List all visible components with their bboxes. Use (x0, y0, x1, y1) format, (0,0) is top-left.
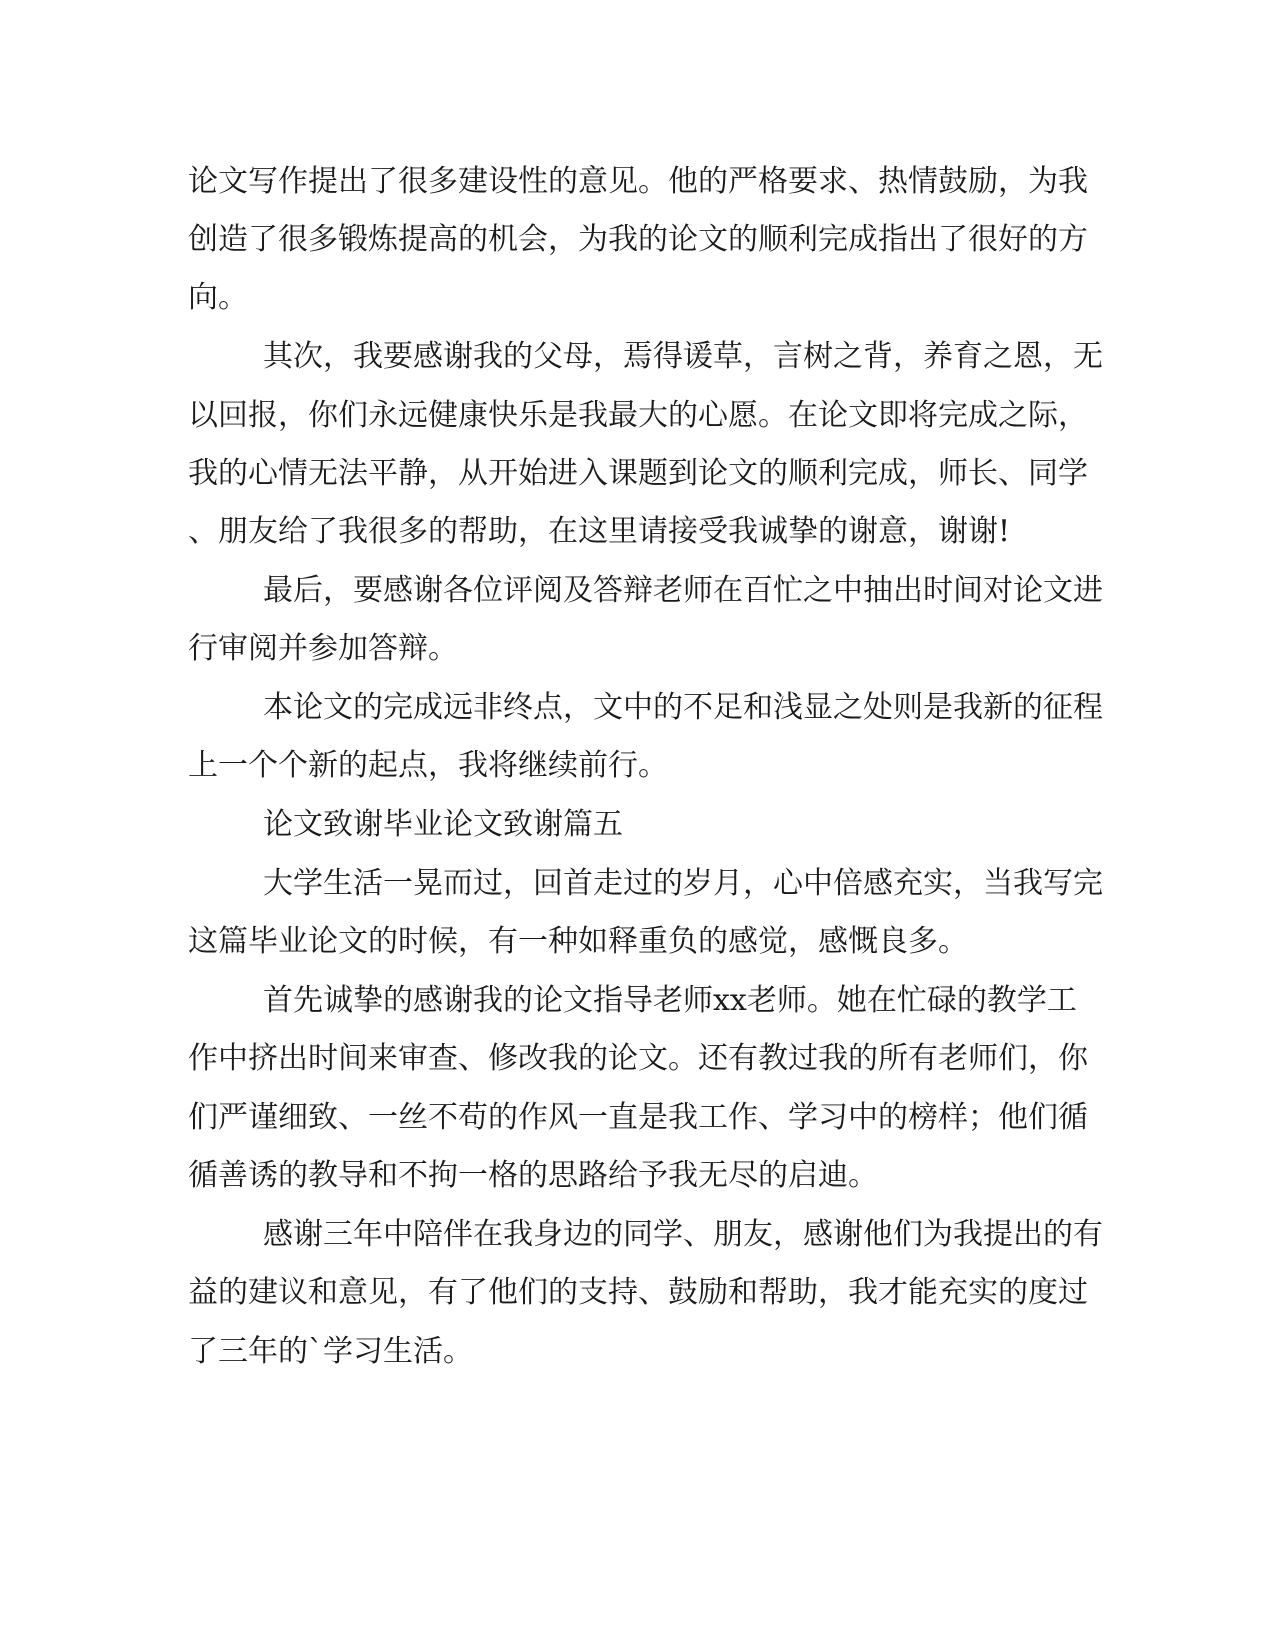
text-line: 、朋友给了我很多的帮助，在这里请接受我诚挚的谢意，谢谢! (188, 514, 1011, 549)
text-line: 论文写作提出了很多建设性的意见。他的严格要求、热情鼓励，为我 (188, 164, 1088, 199)
paragraph-start-line: 本论文的完成远非终点，文中的不足和浅显之处则是我新的征程 (263, 690, 1103, 725)
text-line: 益的建议和意见，有了他们的支持、鼓励和帮助，我才能充实的度过 (188, 1275, 1088, 1310)
paragraph-start-line: 大学生活一晃而过，回首走过的岁月，心中倍感充实，当我写完 (263, 866, 1103, 901)
text-line: 我的心情无法平静，从开始进入课题到论文的顺利完成，师长、同学 (188, 456, 1088, 491)
text-line: 以回报，你们永远健康快乐是我最大的心愿。在论文即将完成之际， (188, 398, 1088, 433)
paragraph-start-line: 其次，我要感谢我的父母，焉得谖草，言树之背，养育之恩，无 (263, 339, 1103, 374)
text-line: 创造了很多锻炼提高的机会，为我的论文的顺利完成指出了很好的方 (188, 222, 1088, 257)
text-line: 向。 (188, 280, 248, 315)
text-line: 了三年的`学习生活。 (188, 1334, 473, 1369)
paragraph-start-line: 最后，要感谢各位评阅及答辩老师在百忙之中抽出时间对论文进 (263, 573, 1103, 608)
text-line: 上一个个新的起点，我将继续前行。 (188, 748, 668, 783)
text-line: 行审阅并参加答辩。 (188, 631, 458, 666)
paragraph-start-line: 首先诚挚的感谢我的论文指导老师xx老师。她在忙碌的教学工 (263, 983, 1077, 1018)
text-line: 们严谨细致、一丝不苟的作风一直是我工作、学习中的榜样；他们循 (188, 1100, 1088, 1135)
text-line: 循善诱的教导和不拘一格的思路给予我无尽的启迪。 (188, 1158, 878, 1193)
section-heading: 论文致谢毕业论文致谢篇五 (263, 807, 623, 842)
paragraph-start-line: 感谢三年中陪伴在我身边的同学、朋友，感谢他们为我提出的有 (263, 1217, 1103, 1252)
text-line: 作中挤出时间来审查、修改我的论文。还有教过我的所有老师们，你 (188, 1041, 1088, 1076)
text-line: 这篇毕业论文的时候，有一种如释重负的感觉，感慨良多。 (188, 924, 968, 959)
